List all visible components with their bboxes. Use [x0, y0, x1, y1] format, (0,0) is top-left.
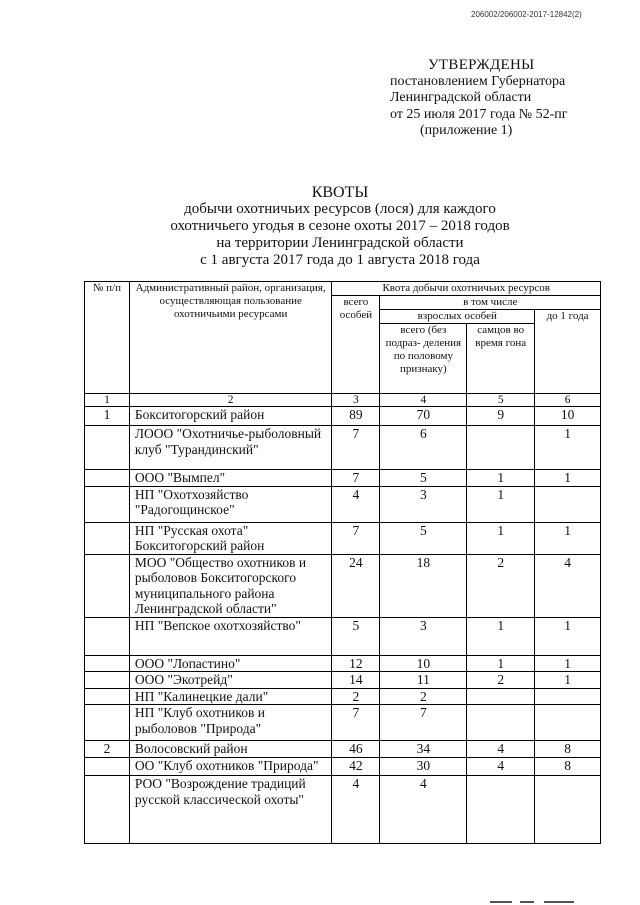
approval-line: Ленинградской области	[390, 90, 532, 105]
row-number: 1	[85, 407, 130, 426]
col-index: 4	[380, 394, 467, 407]
row-males: 2	[467, 554, 535, 617]
table-row	[85, 776, 601, 844]
row-total: 89	[332, 407, 380, 426]
row-adult-total: 11	[380, 672, 467, 689]
header-quota: Квота добычи охотничьих ресурсов	[332, 282, 601, 296]
row-males	[467, 705, 535, 741]
row-number	[85, 522, 130, 554]
row-number	[85, 758, 130, 776]
row-number	[85, 705, 130, 741]
row-adult-total: 2	[380, 688, 467, 705]
table-row	[85, 426, 601, 470]
row-young: 8	[535, 741, 601, 758]
row-number	[85, 672, 130, 689]
row-young	[535, 776, 601, 844]
row-young: 1	[535, 672, 601, 689]
row-number: 2	[85, 741, 130, 758]
header-males: самцов во время гона	[467, 324, 535, 394]
row-adult-total: 10	[380, 655, 467, 672]
row-total: 14	[332, 672, 380, 689]
row-adult-total: 18	[380, 554, 467, 617]
row-number	[85, 486, 130, 522]
row-name: ЛООО "Охотничье-рыболовный клуб "Турандинский"	[129, 426, 332, 470]
table-row	[85, 617, 601, 655]
row-males: 9	[467, 407, 535, 426]
table-row	[85, 705, 601, 741]
row-total: 7	[332, 705, 380, 741]
row-males: 1	[467, 522, 535, 554]
row-total: 4	[332, 486, 380, 522]
scan-edge-mark	[490, 899, 640, 905]
table-row	[85, 741, 601, 758]
row-adult-total: 3	[380, 617, 467, 655]
row-name: ООО "Вымпел"	[129, 470, 332, 487]
approval-line: постановлением Губернатора	[390, 73, 566, 89]
column-index-row	[85, 394, 601, 407]
row-name: НП "Русская охота" Бокситогорский район	[129, 522, 332, 554]
row-young: 1	[535, 470, 601, 487]
row-total: 4	[332, 776, 380, 844]
row-males: 1	[467, 655, 535, 672]
row-number	[85, 426, 130, 470]
document-id: 206002/206002-2017-12842(2)	[471, 10, 582, 19]
row-young: 1	[535, 426, 601, 470]
row-adult-total: 5	[380, 522, 467, 554]
row-young: 4	[535, 554, 601, 617]
row-name: НП "Охотхозяйство "Радогощинское"	[129, 486, 332, 522]
row-males	[467, 776, 535, 844]
row-name: Бокситогорский район	[129, 407, 332, 426]
table-body	[85, 394, 601, 844]
row-name: НП "Вепское охотхозяйство"	[129, 617, 332, 655]
row-total: 12	[332, 655, 380, 672]
table-row	[85, 758, 601, 776]
table-row	[85, 672, 601, 689]
row-name: РОО "Возрождение традиций русской классической охоты"	[129, 776, 332, 844]
row-number	[85, 688, 130, 705]
table-row	[85, 554, 601, 617]
approval-block	[390, 57, 568, 140]
col-index: 2	[129, 394, 332, 407]
row-males: 2	[467, 672, 535, 689]
row-adult-total: 6	[380, 426, 467, 470]
heading-title: КВОТЫ	[311, 184, 369, 201]
quota-table	[84, 281, 601, 844]
heading-line: охотничьего угодья в сезоне охоты 2017 – 2018 годов	[170, 218, 510, 234]
col-index: 1	[85, 394, 130, 407]
row-adult-total: 5	[380, 470, 467, 487]
row-adult-total: 3	[380, 486, 467, 522]
row-males: 1	[467, 486, 535, 522]
row-males: 1	[467, 470, 535, 487]
row-young	[535, 486, 601, 522]
row-number	[85, 470, 130, 487]
row-name: ООО "Экотрейд"	[129, 672, 332, 689]
row-young	[535, 705, 601, 741]
row-total: 46	[332, 741, 380, 758]
approval-line: (приложение 1)	[420, 123, 513, 138]
row-total: 42	[332, 758, 380, 776]
document-heading	[0, 184, 640, 269]
row-adult-total: 4	[380, 776, 467, 844]
row-adult-total: 30	[380, 758, 467, 776]
approval-title: УТВЕРЖДЕНЫ	[428, 57, 535, 73]
header-adult-total: всего (без подраз- деления по половому признаку)	[380, 324, 467, 394]
row-name: ООО "Лопастино"	[129, 655, 332, 672]
row-total: 24	[332, 554, 380, 617]
row-total: 7	[332, 470, 380, 487]
heading-line: с 1 августа 2017 года до 1 августа 2018 года	[200, 252, 480, 268]
col-index: 5	[467, 394, 535, 407]
row-young: 1	[535, 655, 601, 672]
row-adult-total: 34	[380, 741, 467, 758]
table-row	[85, 688, 601, 705]
row-males	[467, 426, 535, 470]
row-number	[85, 655, 130, 672]
header-district: Административный район, организация, осуществляющая пользование охотничьими ресурсами	[129, 282, 332, 394]
row-males: 4	[467, 741, 535, 758]
row-young: 1	[535, 617, 601, 655]
row-adult-total: 70	[380, 407, 467, 426]
col-index: 3	[332, 394, 380, 407]
row-total: 7	[332, 426, 380, 470]
row-total: 5	[332, 617, 380, 655]
row-total: 7	[332, 522, 380, 554]
row-males: 4	[467, 758, 535, 776]
approval-line: от 25 июля 2017 года № 52-пг	[390, 106, 568, 122]
header-incl: в том числе	[380, 296, 601, 310]
row-males: 1	[467, 617, 535, 655]
row-young: 1	[535, 522, 601, 554]
table-row	[85, 470, 601, 487]
row-adult-total: 7	[380, 705, 467, 741]
row-name: Волосовский район	[129, 741, 332, 758]
header-adults: взрослых особей	[380, 310, 535, 324]
row-young: 8	[535, 758, 601, 776]
heading-line: добычи охотничьих ресурсов (лося) для каждого	[184, 201, 496, 217]
row-males	[467, 688, 535, 705]
row-name: ОО "Клуб охотников "Природа"	[129, 758, 332, 776]
row-name: МОО "Общество охотников и рыболовов Бокситогорского муниципального района Ленинградской области"	[129, 554, 332, 617]
table-row	[85, 407, 601, 426]
row-young	[535, 688, 601, 705]
header-young: до 1 года	[535, 310, 601, 394]
row-name: НП "Калинецкие дали"	[129, 688, 332, 705]
col-index: 6	[535, 394, 601, 407]
header-total: всего особей	[332, 296, 380, 394]
header-num: № п/п	[85, 282, 130, 394]
row-total: 2	[332, 688, 380, 705]
heading-line: на территории Ленинградской области	[216, 235, 464, 251]
table-row	[85, 486, 601, 522]
table-row	[85, 655, 601, 672]
row-young: 10	[535, 407, 601, 426]
table-row	[85, 522, 601, 554]
row-name: НП "Клуб охотников и рыболовов "Природа"	[129, 705, 332, 741]
row-number	[85, 554, 130, 617]
row-number	[85, 617, 130, 655]
row-number	[85, 776, 130, 844]
